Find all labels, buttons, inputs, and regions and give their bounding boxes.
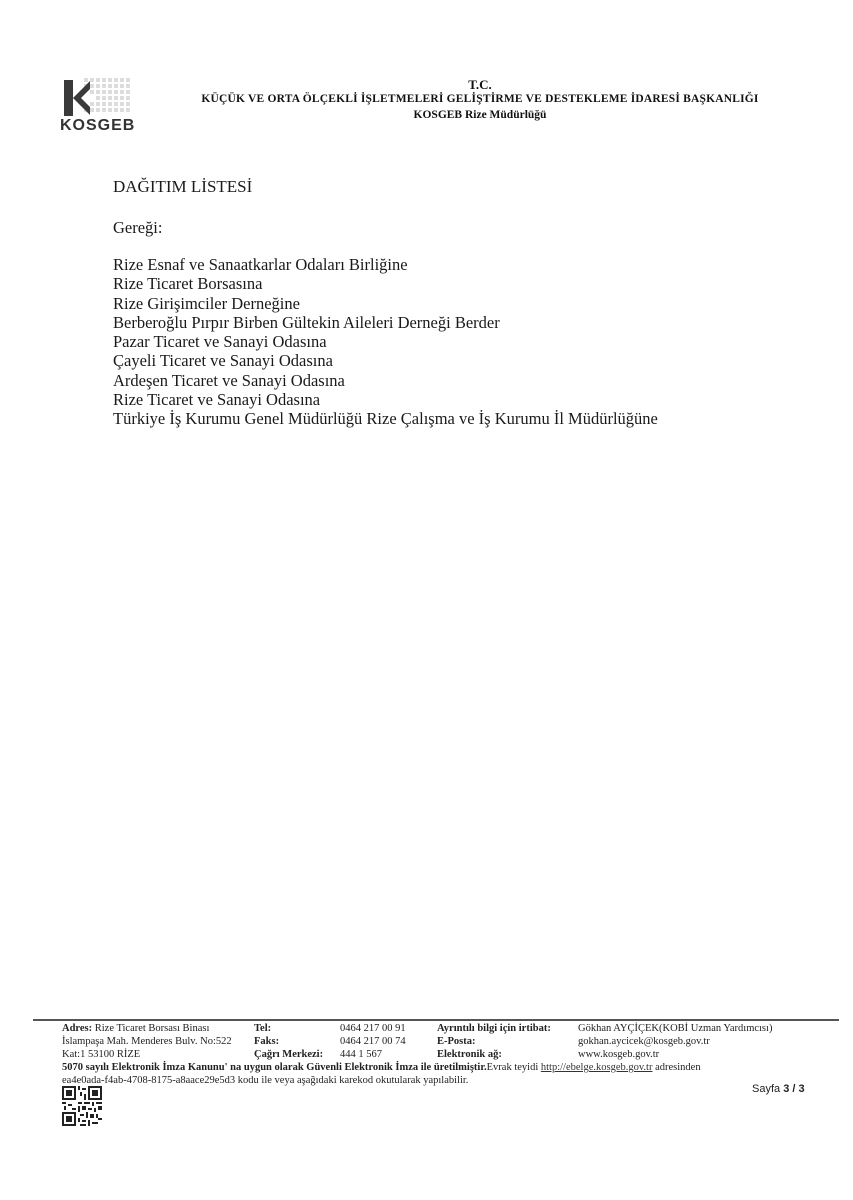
contact-label: Ayrıntılı bilgi için irtibat: — [437, 1023, 551, 1034]
contact-value: Gökhan AYÇİÇEK(KOBİ Uzman Yardımcısı) — [578, 1023, 773, 1034]
email-value[interactable]: gokhan.aycicek@kosgeb.gov.tr — [578, 1036, 710, 1047]
recipient-list — [113, 255, 658, 429]
header-unit: KOSGEB Rize Müdürlüğü — [413, 109, 547, 121]
fax-value: 0464 217 00 74 — [340, 1036, 406, 1047]
recipient-item: Berberoğlu Pırpır Birben Gültekin Aileleri Derneği Berder — [113, 312, 500, 332]
address-label: Adres: — [62, 1023, 93, 1034]
esign-statement — [62, 1061, 701, 1074]
page-number — [752, 1083, 805, 1095]
verify-prefix: Evrak teyidi — [486, 1062, 541, 1073]
footer-divider — [33, 1019, 839, 1021]
recipient-item: Türkiye İş Kurumu Genel Müdürlüğü Rize Çalışma ve İş Kurumu İl Müdürlüğüne — [113, 409, 658, 429]
logo-text: KOSGEB — [60, 117, 136, 134]
header-tc: T.C. — [468, 77, 492, 92]
doc-code-line — [62, 1074, 468, 1087]
address-line-3: Kat:1 53100 RİZE — [62, 1049, 141, 1060]
recipient-item: Rize Esnaf ve Sanaatkarlar Odaları Birliğine — [113, 255, 408, 274]
address-line-1: Rize Ticaret Borsası Binası — [94, 1023, 210, 1034]
header-organization: KÜÇÜK VE ORTA ÖLÇEKLİ İŞLETMELERİ GELİŞTİRME VE DESTEKLEME İDARESİ BAŞKANLIĞI — [201, 93, 759, 105]
web-label: Elektronik ağ: — [437, 1049, 502, 1060]
tel-label: Tel: — [254, 1023, 272, 1034]
email-label: E-Posta: — [437, 1036, 476, 1047]
recipient-item: Çayeli Ticaret ve Sanayi Odasına — [113, 351, 333, 371]
footer-phone-values — [340, 1022, 406, 1061]
footer-address — [62, 1022, 232, 1061]
kosgeb-logo — [60, 78, 140, 138]
page-label: Sayfa — [752, 1083, 781, 1095]
doc-code: ea4e0ada-f4ab-4708-8175-a8aace29e5d3 — [62, 1075, 236, 1086]
qr-code-icon — [62, 1086, 102, 1126]
recipient-item: Pazar Ticaret ve Sanayi Odasına — [113, 332, 327, 352]
footer-phone-labels — [254, 1022, 323, 1061]
kosgeb-logo-icon — [62, 78, 132, 120]
page-value: 3 / 3 — [783, 1083, 805, 1095]
geregi-label: Gereği: — [113, 218, 163, 237]
recipient-item: Rize Girişimciler Derneğine — [113, 293, 300, 313]
verify-suffix: adresinden — [652, 1062, 701, 1073]
verify-link[interactable]: http://ebelge.kosgeb.gov.tr — [540, 1062, 653, 1073]
esign-text: 5070 sayılı Elektronik İmza Kanunu' na uygun olarak Güvenli Elektronik İmza ile üretilmiştir. — [62, 1062, 487, 1073]
footer-contact-labels — [437, 1022, 551, 1061]
document-title: DAĞITIM LİSTESİ — [113, 177, 253, 196]
call-center-label: Çağrı Merkezi: — [254, 1049, 324, 1060]
call-center-value: 444 1 567 — [340, 1049, 382, 1060]
doc-code-suffix: kodu ile veya aşağıdaki karekod okutularak yapılabilir. — [237, 1075, 469, 1086]
footer-contact-values — [578, 1022, 772, 1061]
tel-value: 0464 217 00 91 — [340, 1023, 406, 1034]
recipient-item: Rize Ticaret Borsasına — [113, 274, 263, 294]
address-line-2: İslampaşa Mah. Menderes Bulv. No:522 — [62, 1036, 232, 1047]
web-value[interactable]: www.kosgeb.gov.tr — [578, 1049, 660, 1060]
recipient-item: Ardeşen Ticaret ve Sanayi Odasına — [113, 370, 345, 390]
recipient-item: Rize Ticaret ve Sanayi Odasına — [113, 390, 321, 410]
fax-label: Faks: — [254, 1036, 280, 1047]
